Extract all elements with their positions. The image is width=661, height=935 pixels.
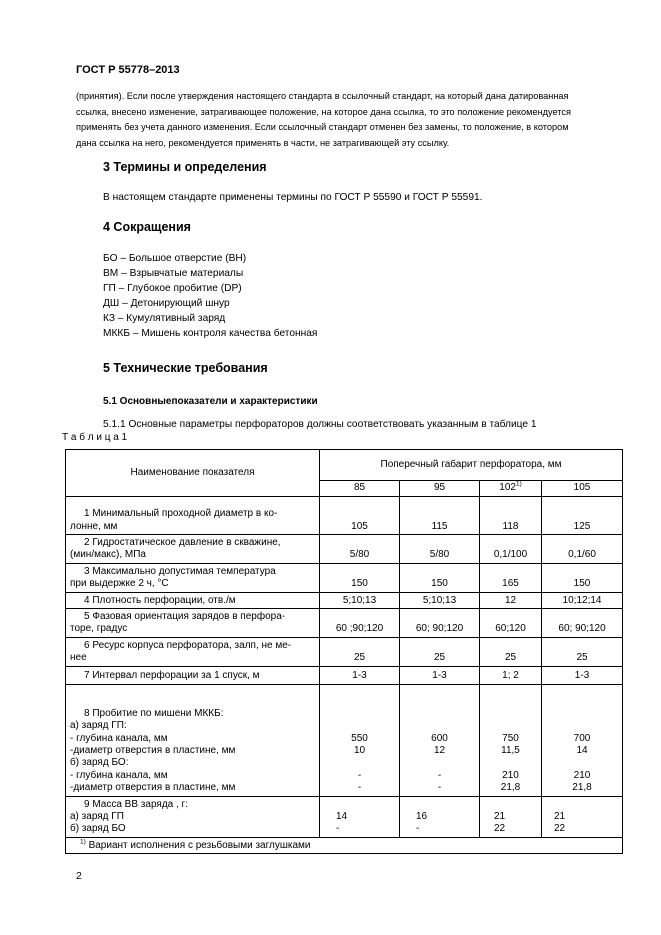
table-row <box>66 796 623 837</box>
size-header: 102$^{1)}$ <box>480 481 542 497</box>
intro-paragraph <box>76 89 613 152</box>
table-row <box>66 592 623 608</box>
intro-line: (принятия). Если после утверждения настоящего стандарта в ссылочный стандарт, на который дана датированная <box>76 91 569 101</box>
table-row <box>66 637 623 666</box>
column-header-name: Наименование показателя <box>66 450 320 497</box>
row-label: 2 Гидростатическое давление в скважине, (мин/макс), МПа <box>66 535 320 564</box>
abbreviation-item: ДШ – Детонирующий шнур <box>103 298 230 309</box>
row-label: 7 Интервал перфорации за 1 спуск, м <box>66 666 320 684</box>
table-caption: Т а б л и ц а 1 <box>62 432 128 443</box>
subsection-5-1-1-text: 5.1.1 Основные параметры перфораторов должны соответствовать указанным в таблице 1 <box>103 419 537 430</box>
cell-value: 700 14 210 21,8 <box>542 684 623 796</box>
row-label: 3 Максимально допустимая температура при выдержке 2 ч, °С <box>66 563 320 592</box>
cell-value: 60 ;90;120 <box>320 609 400 638</box>
size-header: 105 <box>542 481 623 497</box>
page-number: 2 <box>76 870 82 882</box>
abbreviation-item: КЗ – Кумулятивный заряд <box>103 313 226 324</box>
abbreviation-item: ВМ – Взрывчатые материалы <box>103 268 244 279</box>
cell-value: 750 11,5 210 21,8 <box>480 684 542 796</box>
cell-value: 10;12;14 <box>542 592 623 608</box>
cell-value: 150 <box>400 563 480 592</box>
cell-value: 0,1/100 <box>480 535 542 564</box>
cell-value: 105 <box>320 497 400 535</box>
cell-value: 21 22 <box>542 796 623 837</box>
cell-value: 150 <box>320 563 400 592</box>
row-label: 8 Пробитие по мишени МККБ: а) заряд ГП: - глубина канала, мм -диаметр отверстия в пластине, мм б) заряд БО: - глубина канала, мм -диаметр отверстия в пластине, мм <box>66 684 320 796</box>
cell-value: 118 <box>480 497 542 535</box>
intro-line: применять без учета данного изменения. Если ссылочный стандарт отменен без замены, то положение, в котором <box>76 122 569 133</box>
parameters-table <box>65 449 623 854</box>
cell-value: 1-3 <box>400 666 480 684</box>
abbreviation-item: МККБ – Мишень контроля качества бетонная <box>103 328 318 339</box>
row-label: 9 Масса ВВ заряда , г: а) заряд ГП б) заряд БО <box>66 796 320 837</box>
intro-line: дана ссылка на него, рекомендуется применять в части, не затрагивающей эту ссылку. <box>76 138 450 149</box>
intro-line: ссылка, внесено изменение, затрагивающее положение, на которое дана ссылка, то это положение рекомендуется <box>76 106 571 117</box>
abbreviation-item: ГП – Глубокое пробитие (DP) <box>103 283 242 294</box>
abbreviation-item: БО – Большое отверстие (BH) <box>103 253 247 264</box>
cell-value: 25 <box>480 637 542 666</box>
table-row <box>66 609 623 638</box>
cell-value: 25 <box>320 637 400 666</box>
cell-value: 5/80 <box>320 535 400 564</box>
cell-value: 1; 2 <box>480 666 542 684</box>
table-row <box>66 535 623 564</box>
table-row <box>66 563 623 592</box>
cell-value: 550 10 - - <box>320 684 400 796</box>
table-footnote-row <box>66 837 623 853</box>
cell-value: 25 <box>542 637 623 666</box>
table-footnote: $^{1)}$ Вариант исполнения с резьбовыми заглушками <box>66 837 623 853</box>
table-row <box>66 497 623 535</box>
size-header: 85 <box>320 481 400 497</box>
cell-value: 5;10;13 <box>400 592 480 608</box>
cell-value: 1-3 <box>542 666 623 684</box>
subsection-5-1-title: 5.1 Основныепоказатели и характеристики <box>103 396 318 407</box>
section-3-text: В настоящем стандарте применены термины по ГОСТ Р 55590 и ГОСТ Р 55591. <box>103 192 483 203</box>
cell-value: 150 <box>542 563 623 592</box>
row-label: 4 Плотность перфорации, отв./м <box>66 592 320 608</box>
size-header: 95 <box>400 481 480 497</box>
section-5-title: 5 Технические требования <box>103 361 268 375</box>
cell-value: 0,1/60 <box>542 535 623 564</box>
column-header-group: Поперечный габарит перфоратора, мм <box>320 450 623 481</box>
row-label: 1 Минимальный проходной диаметр в ко- лонне, мм <box>66 497 320 535</box>
cell-value: 115 <box>400 497 480 535</box>
cell-value: 21 22 <box>480 796 542 837</box>
cell-value: 60; 90;120 <box>400 609 480 638</box>
cell-value: 5/80 <box>400 535 480 564</box>
cell-value: 60;120 <box>480 609 542 638</box>
table-row <box>66 684 623 796</box>
row-label: 5 Фазовая ориентация зарядов в перфора- торе, градус <box>66 609 320 638</box>
document-header: ГОСТ Р 55778–2013 <box>76 64 180 76</box>
cell-value: 25 <box>400 637 480 666</box>
cell-value: 165 <box>480 563 542 592</box>
cell-value: 14 - <box>320 796 400 837</box>
cell-value: 125 <box>542 497 623 535</box>
cell-value: 60; 90;120 <box>542 609 623 638</box>
row-label: 6 Ресурс корпуса перфоратора, залп, не ме- нее <box>66 637 320 666</box>
cell-value: 16 - <box>400 796 480 837</box>
abbreviation-list <box>103 251 317 341</box>
cell-value: 12 <box>480 592 542 608</box>
cell-value: 1-3 <box>320 666 400 684</box>
table-row <box>66 666 623 684</box>
cell-value: 600 12 - - <box>400 684 480 796</box>
cell-value: 5;10;13 <box>320 592 400 608</box>
section-3-title: 3 Термины и определения <box>103 160 267 174</box>
section-4-title: 4 Сокращения <box>103 220 191 234</box>
